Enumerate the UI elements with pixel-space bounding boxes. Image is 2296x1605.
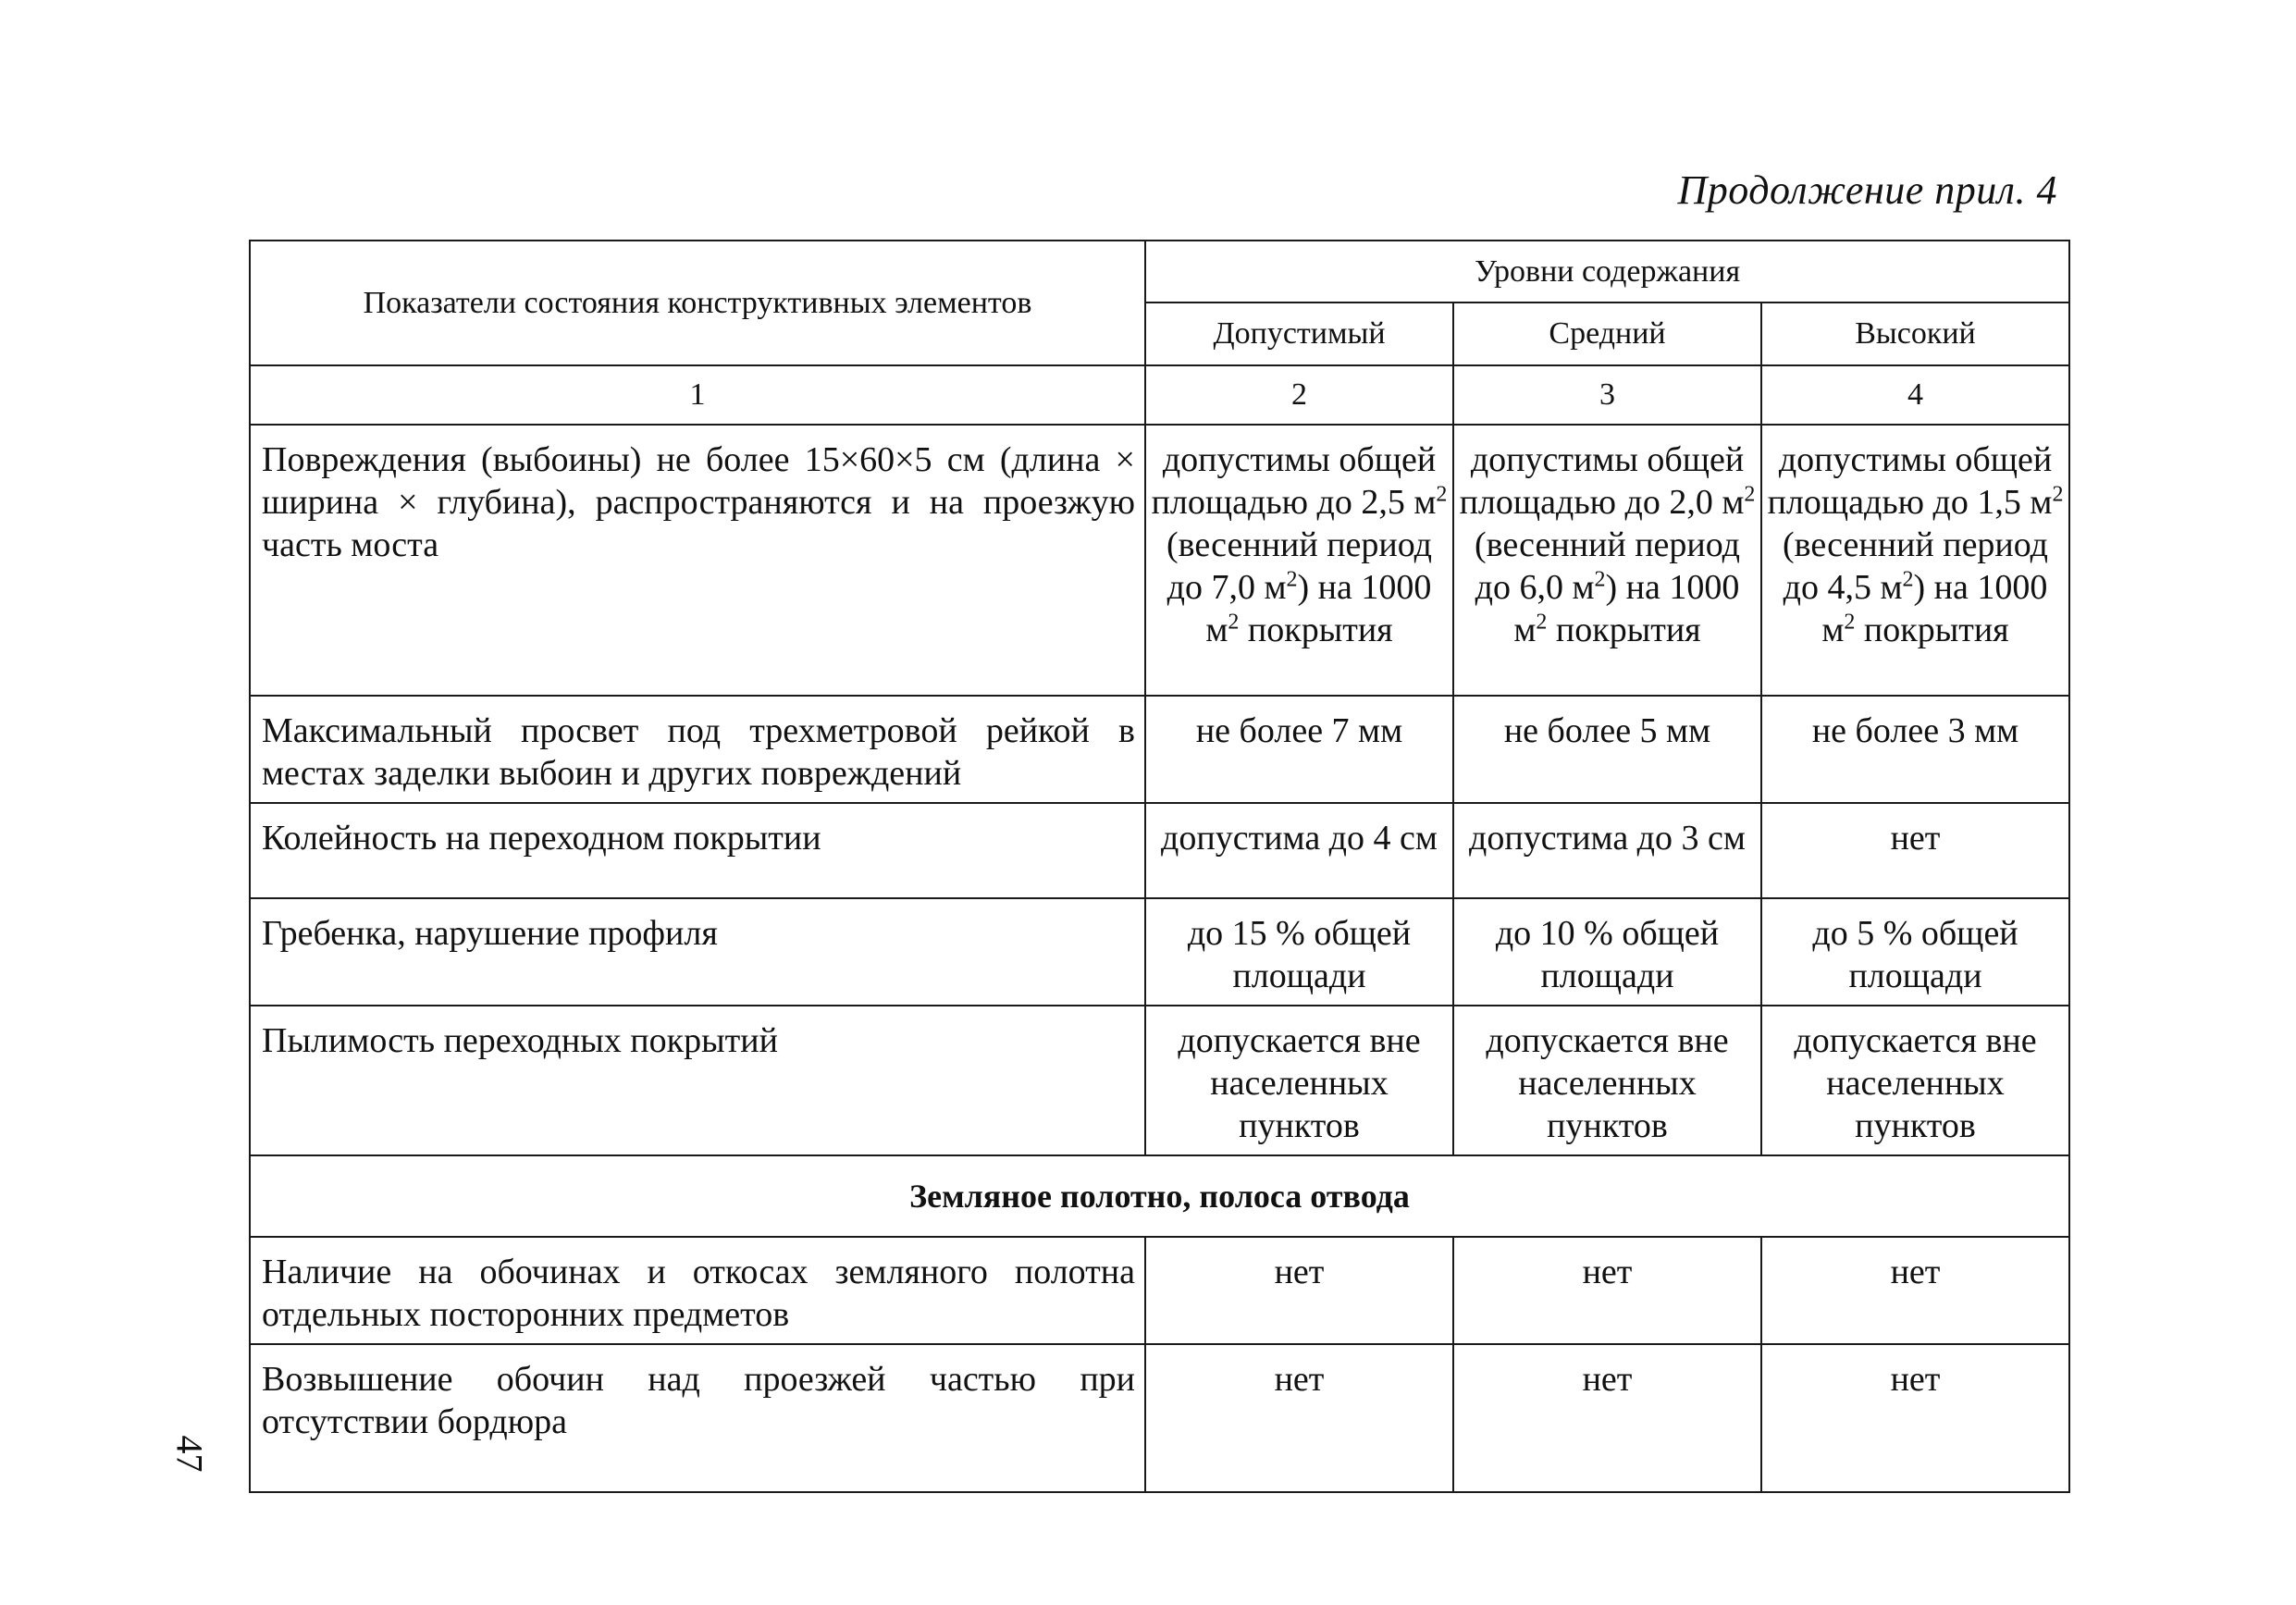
section-title: Земляное полотно, полоса отвода bbox=[250, 1155, 2069, 1237]
row-value: допускается вне населенных пунктов bbox=[1761, 1006, 2069, 1155]
row-value: до 15 % общей площади bbox=[1145, 898, 1453, 1006]
row-value: допускается вне населенных пунктов bbox=[1145, 1006, 1453, 1155]
maintenance-levels-table bbox=[249, 240, 2070, 1493]
row-description: Максимальный просвет под трехметровой рейкой в местах заделки выбоин и других повреждений bbox=[250, 696, 1145, 803]
row-value: нет bbox=[1145, 1237, 1453, 1344]
row-value: допустимы общей площадью до 1,5 $м^2$ (весенний период до 4,5 $м^2$) на 1000 $м^2$ покрытия bbox=[1761, 425, 2069, 696]
row-value: нет bbox=[1145, 1344, 1453, 1492]
column-number: 2 bbox=[1145, 365, 1453, 425]
level-header-medium: Средний bbox=[1453, 302, 1761, 365]
page-number: 47 bbox=[168, 1435, 211, 1473]
table-row bbox=[250, 1237, 2069, 1344]
row-description: Повреждения (выбоины) не более 15×60×5 см (длина × ширина × глубина), распространяются и на проезжую часть моста bbox=[250, 425, 1145, 696]
row-description: Возвышение обочин над проезжей частью при отсутствии бордюра bbox=[250, 1344, 1145, 1492]
row-description: Пылимость переходных покрытий bbox=[250, 1006, 1145, 1155]
row-value: нет bbox=[1761, 1237, 2069, 1344]
row-value: не более 5 мм bbox=[1453, 696, 1761, 803]
row-value: допустимы общей площадью до 2,0 $м^2$ (весенний период до 6,0 $м^2$) на 1000 $м^2$ покрытия bbox=[1453, 425, 1761, 696]
row-value: до 5 % общей площади bbox=[1761, 898, 2069, 1006]
column-number: 1 bbox=[250, 365, 1145, 425]
level-header-high: Высокий bbox=[1761, 302, 2069, 365]
row-value: не более 3 мм bbox=[1761, 696, 2069, 803]
indicator-header: Показатели состояния конструктивных элементов bbox=[250, 241, 1145, 365]
row-description: Гребенка, нарушение профиля bbox=[250, 898, 1145, 1006]
row-value: нет bbox=[1453, 1237, 1761, 1344]
table-row bbox=[250, 1006, 2069, 1155]
levels-header: Уровни содержания bbox=[1145, 241, 2069, 302]
table-row bbox=[250, 425, 2069, 696]
table-row bbox=[250, 898, 2069, 1006]
table-row bbox=[250, 803, 2069, 898]
table-row bbox=[250, 1344, 2069, 1492]
section-row bbox=[250, 1155, 2069, 1237]
row-value: допустимы общей площадью до 2,5 $м^2$ (весенний период до 7,0 $м^2$) на 1000 $м^2$ покрытия bbox=[1145, 425, 1453, 696]
level-header-acceptable: Допустимый bbox=[1145, 302, 1453, 365]
row-value: нет bbox=[1761, 1344, 2069, 1492]
row-value: до 10 % общей площади bbox=[1453, 898, 1761, 1006]
row-value: допустима до 4 см bbox=[1145, 803, 1453, 898]
column-number: 4 bbox=[1761, 365, 2069, 425]
column-number: 3 bbox=[1453, 365, 1761, 425]
continuation-caption: Продолжение прил. 4 bbox=[1677, 167, 2057, 213]
table-row bbox=[250, 696, 2069, 803]
row-value: нет bbox=[1761, 803, 2069, 898]
row-description: Наличие на обочинах и откосах земляного полотна отдельных посторонних предметов bbox=[250, 1237, 1145, 1344]
row-value: не более 7 мм bbox=[1145, 696, 1453, 803]
row-value: нет bbox=[1453, 1344, 1761, 1492]
row-value: допускается вне населенных пунктов bbox=[1453, 1006, 1761, 1155]
row-description: Колейность на переходном покрытии bbox=[250, 803, 1145, 898]
row-value: допустима до 3 см bbox=[1453, 803, 1761, 898]
